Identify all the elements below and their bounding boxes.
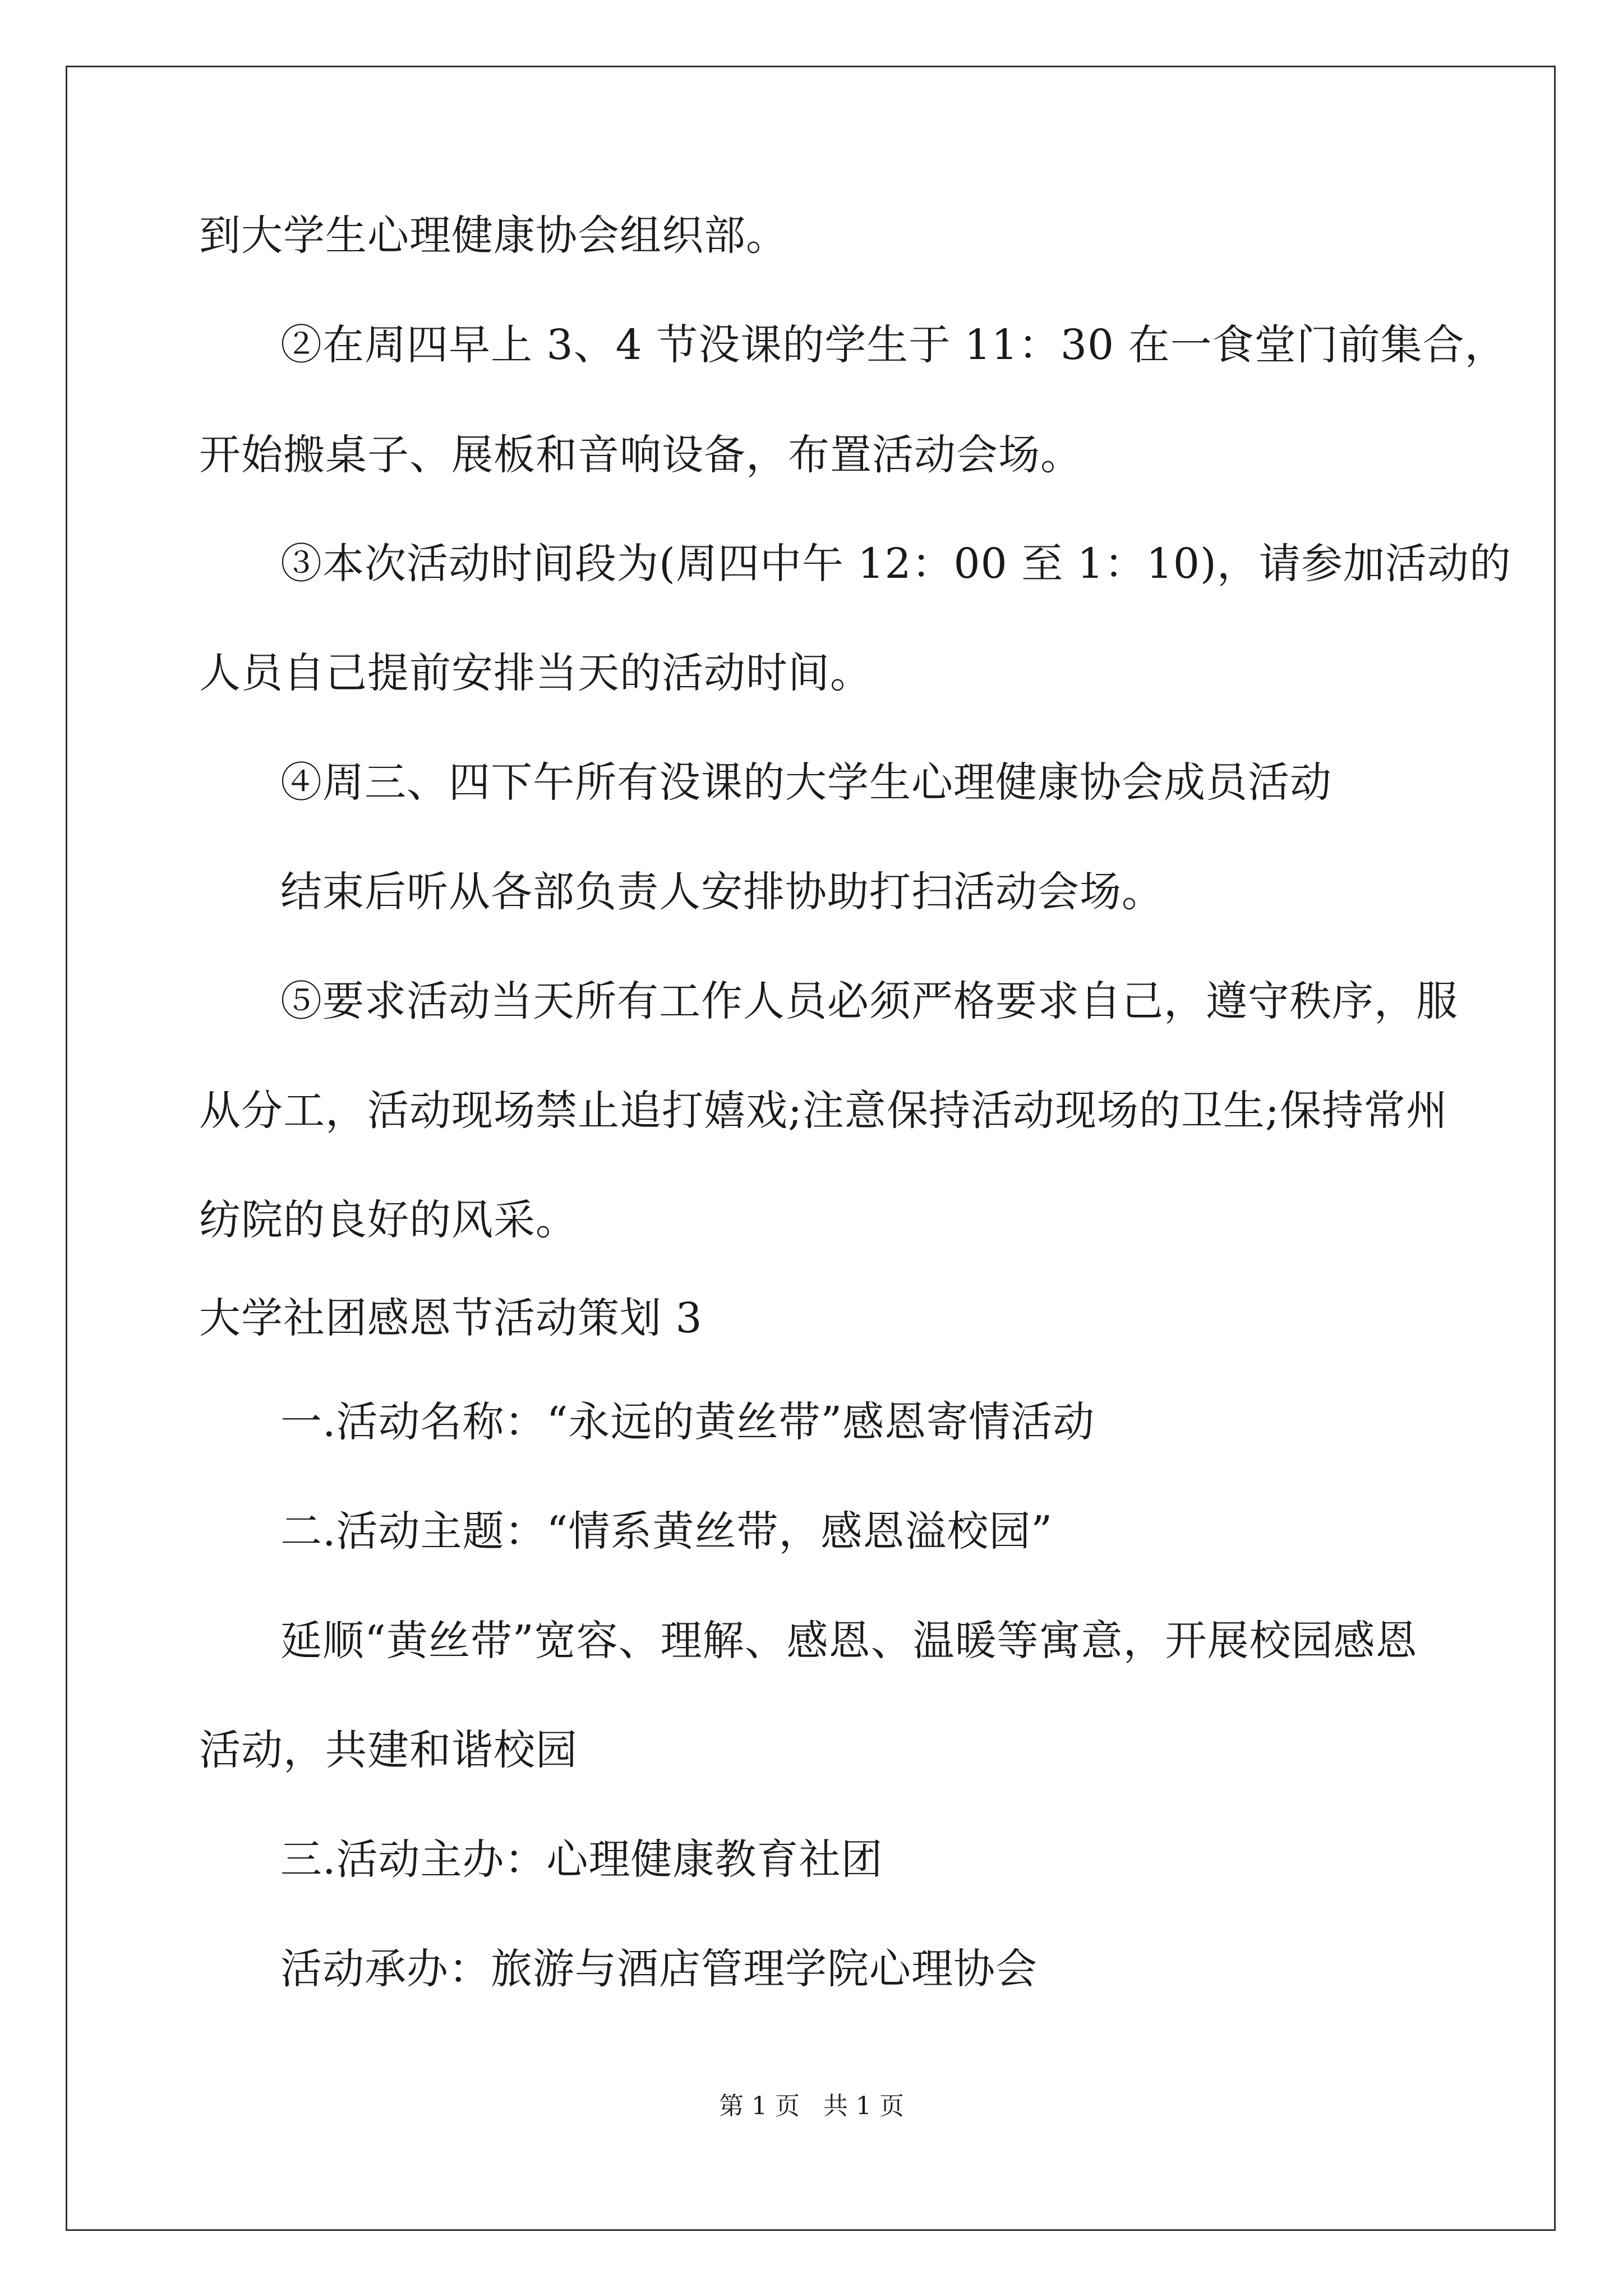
page-border (66, 66, 1556, 2231)
page-footer: 第 1 页 共 1 页 (719, 2092, 904, 2120)
text-line: 三.活动主办：心理健康教育社团 (280, 1835, 883, 1884)
text-line: 延顺“黄丝带”宽容、理解、感恩、温暖等寓意，开展校园感恩 (280, 1617, 1418, 1665)
section-heading: 大学社团感恩节活动策划 3 (199, 1294, 703, 1342)
text-line: ③本次活动时间段为(周四中午 12：00 至 1：10)，请参加活动的 (280, 540, 1511, 588)
text-line: 一.活动名称：“永远的黄丝带”感恩寄情活动 (280, 1398, 1095, 1446)
text-line: 活动，共建和谐校园 (199, 1726, 578, 1774)
text-line: 纺院的良好的风采。 (199, 1196, 578, 1244)
text-line: ⑤要求活动当天所有工作人员必须严格要求自己，遵守秩序，服 (280, 977, 1458, 1025)
text-line: 活动承办：旅游与酒店管理学院心理协会 (280, 1945, 1038, 1993)
text-line: 人员自己提前安排当天的活动时间。 (199, 649, 872, 697)
text-line: 从分工，活动现场禁止追打嬉戏;注意保持活动现场的卫生;保持常州 (199, 1087, 1448, 1135)
text-line: ②在周四早上 3、4 节没课的学生于 11：30 在一食堂门前集合， (280, 321, 1507, 369)
text-line: 开始搬桌子、展板和音响设备，布置活动会场。 (199, 431, 1082, 479)
text-line: 到大学生心理健康协会组织部。 (199, 211, 788, 260)
text-line: ④周三、四下午所有没课的大学生心理健康协会成员活动 (280, 758, 1332, 807)
text-line: 二.活动主题：“情系黄丝带，感恩溢校园” (280, 1507, 1053, 1556)
text-line: 结束后听从各部负责人安排协助打扫活动会场。 (280, 868, 1164, 916)
